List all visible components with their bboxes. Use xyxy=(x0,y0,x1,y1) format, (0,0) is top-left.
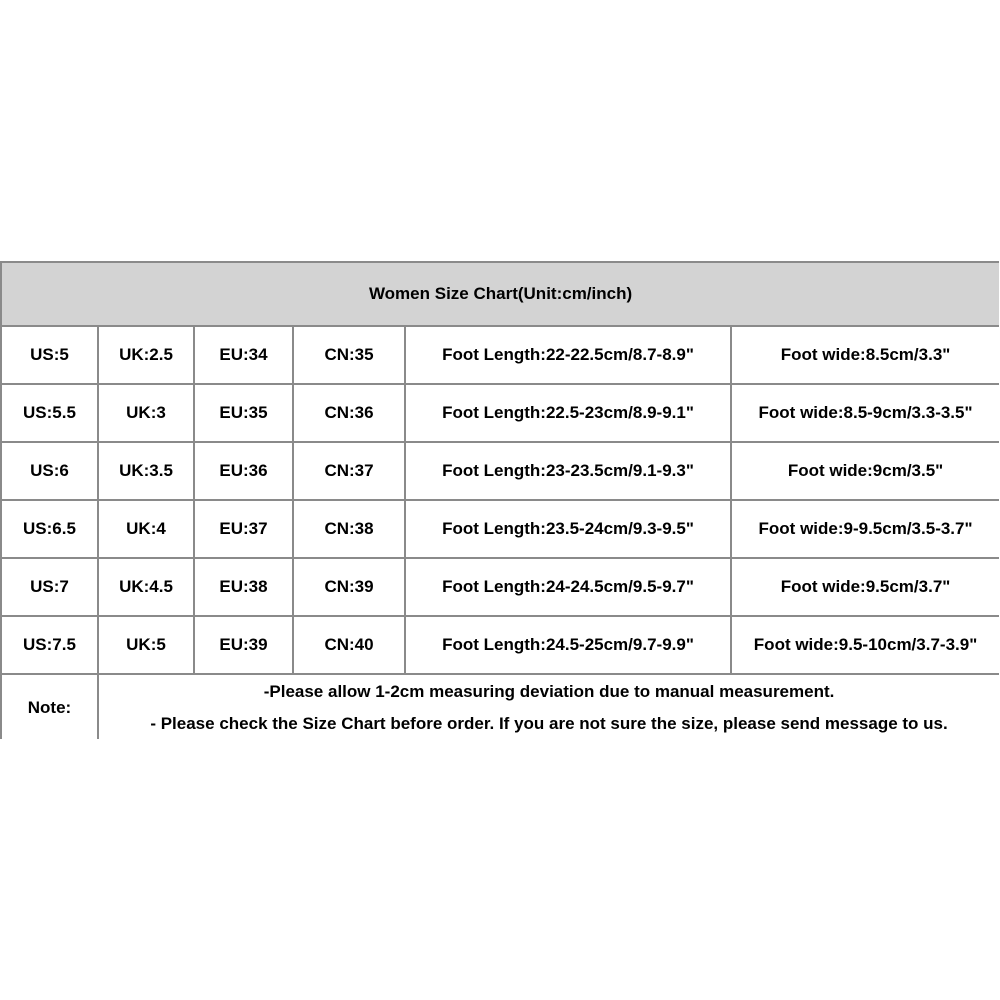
us-size-cell: US:7.5 xyxy=(1,616,98,674)
cn-size-cell: CN:40 xyxy=(293,616,405,674)
cn-size-cell: CN:37 xyxy=(293,442,405,500)
note-line-1: -Please allow 1-2cm measuring deviation due to manual measurement. xyxy=(263,682,835,701)
us-size-cell: US:5 xyxy=(1,326,98,384)
foot-wide-cell: Foot wide:8.5cm/3.3" xyxy=(731,326,999,384)
size-row xyxy=(1,442,999,500)
eu-size-cell: EU:37 xyxy=(194,500,293,558)
foot-wide-cell: Foot wide:9.5-10cm/3.7-3.9" xyxy=(731,616,999,674)
size-row xyxy=(1,326,999,384)
us-size-cell: US:5.5 xyxy=(1,384,98,442)
uk-size-cell: UK:4 xyxy=(98,500,194,558)
us-size-cell: US:6 xyxy=(1,442,98,500)
foot-wide-cell: Foot wide:8.5-9cm/3.3-3.5" xyxy=(731,384,999,442)
note-row xyxy=(1,674,999,739)
size-chart-container xyxy=(0,261,999,739)
us-size-cell: US:6.5 xyxy=(1,500,98,558)
chart-title: Women Size Chart(Unit:cm/inch) xyxy=(1,262,999,326)
note-label: Note: xyxy=(1,674,98,739)
foot-length-cell: Foot Length:24-24.5cm/9.5-9.7" xyxy=(405,558,731,616)
chart-title-row xyxy=(1,262,999,326)
foot-wide-cell: Foot wide:9.5cm/3.7" xyxy=(731,558,999,616)
cn-size-cell: CN:39 xyxy=(293,558,405,616)
eu-size-cell: EU:38 xyxy=(194,558,293,616)
note-line-2: - Please check the Size Chart before order. If you are not sure the size, please send message to us. xyxy=(150,714,948,733)
foot-length-cell: Foot Length:23.5-24cm/9.3-9.5" xyxy=(405,500,731,558)
us-size-cell: US:7 xyxy=(1,558,98,616)
foot-wide-cell: Foot wide:9-9.5cm/3.5-3.7" xyxy=(731,500,999,558)
eu-size-cell: EU:35 xyxy=(194,384,293,442)
size-row xyxy=(1,558,999,616)
size-row xyxy=(1,616,999,674)
size-row xyxy=(1,384,999,442)
size-chart-table xyxy=(0,261,999,739)
uk-size-cell: UK:3 xyxy=(98,384,194,442)
eu-size-cell: EU:36 xyxy=(194,442,293,500)
cn-size-cell: CN:35 xyxy=(293,326,405,384)
uk-size-cell: UK:5 xyxy=(98,616,194,674)
size-row xyxy=(1,500,999,558)
cn-size-cell: CN:38 xyxy=(293,500,405,558)
foot-length-cell: Foot Length:24.5-25cm/9.7-9.9" xyxy=(405,616,731,674)
foot-wide-cell: Foot wide:9cm/3.5" xyxy=(731,442,999,500)
eu-size-cell: EU:39 xyxy=(194,616,293,674)
cn-size-cell: CN:36 xyxy=(293,384,405,442)
uk-size-cell: UK:4.5 xyxy=(98,558,194,616)
foot-length-cell: Foot Length:22.5-23cm/8.9-9.1" xyxy=(405,384,731,442)
foot-length-cell: Foot Length:23-23.5cm/9.1-9.3" xyxy=(405,442,731,500)
uk-size-cell: UK:2.5 xyxy=(98,326,194,384)
uk-size-cell: UK:3.5 xyxy=(98,442,194,500)
note-text xyxy=(98,674,999,739)
eu-size-cell: EU:34 xyxy=(194,326,293,384)
foot-length-cell: Foot Length:22-22.5cm/8.7-8.9" xyxy=(405,326,731,384)
